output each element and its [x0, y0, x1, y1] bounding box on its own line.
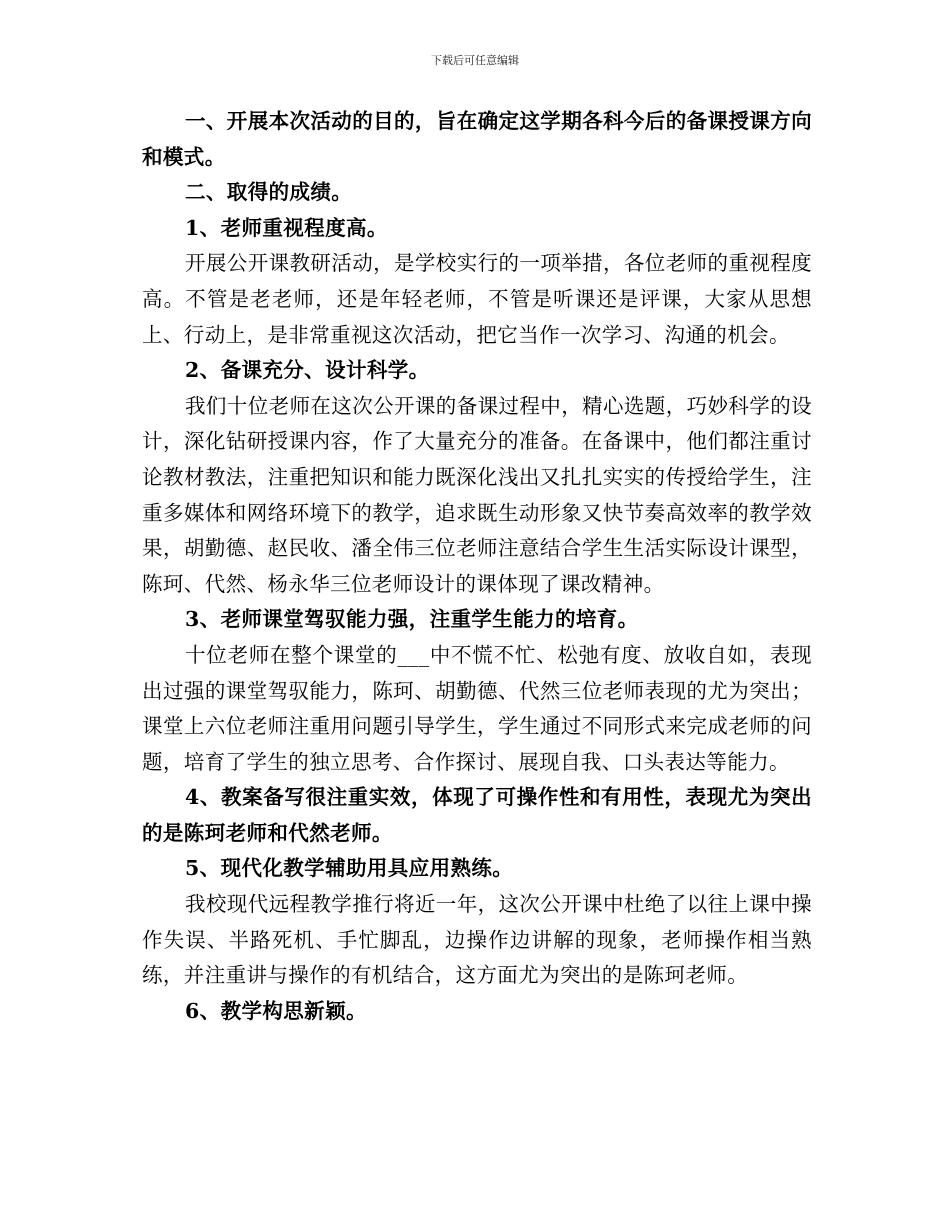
- heading-classroom-control: 3、老师课堂驾驭能力强，注重学生能力的培育。: [185, 607, 639, 632]
- heading-teaching-tools: 5、现代化教学辅助用具应用熟练。: [185, 856, 514, 881]
- paragraph-teaching-tools: 我校现代远程教学推行将近一年，这次公开课中杜绝了以往上课中操作失误、半路死机、手忙脚乱，边操作边讲解的现象，老师操作相当熟练，并注重讲与操作的有机结合，这方面尤为突出的是陈珂老师。: [142, 892, 812, 988]
- heading-achievements: 二、取得的成绩。: [185, 180, 353, 205]
- heading-teacher-attention: 1、老师重视程度高。: [185, 215, 388, 240]
- heading-lesson-preparation: 2、备课充分、设计科学。: [185, 358, 430, 383]
- paragraph-lesson-preparation: 我们十位老师在这次公开课的备课过程中，精心选题，巧妙科学的设计，深化钻研授课内容，作了大量充分的准备。在备课中，他们都注重讨论教材教法，注重把知识和能力既深化浅出又扎扎实实的传授给学生，注重多媒体和网络环境下的教学，追求既生动形象又快节奏高效率的教学效果，胡勤德、赵民收、潘全伟三位老师注意结合学生生活实际设计课型，陈珂、代然、杨永华三位老师设计的课体现了课改精神。: [142, 393, 812, 596]
- page-header: 下载后可任意编辑: [431, 54, 519, 67]
- heading-teaching-design: 6、教学构思新颖。: [185, 998, 367, 1023]
- document-body: [142, 104, 812, 1029]
- paragraph-classroom-control: 十位老师在整个课堂的___中不慌不忙、松弛有度、放收自如，表现出过强的课堂驾驭能力，陈珂、胡勤德、代然三位老师表现的尤为突出；课堂上六位老师注重用问题引导学生，学生通过不同形式来完成老师的问题，培育了学生的独立思考、合作探讨、展现自我、口头表达等能力。: [142, 642, 812, 774]
- paragraph-activity-purpose: 一、开展本次活动的目的，旨在确定这学期各科今后的备课授课方向和模式。: [142, 109, 812, 169]
- heading-lesson-plans: 4、教案备写很注重实效，体现了可操作性和有用性，表现尤为突出的是陈珂老师和代然老师。: [142, 785, 812, 845]
- paragraph-teacher-attention: 开展公开课教研活动，是学校实行的一项举措，各位老师的重视程度高。不管是老老师，还是年轻老师，不管是听课还是评课，大家从思想上、行动上，是非常重视这次活动，把它当作一次学习、沟通的机会。: [142, 251, 812, 347]
